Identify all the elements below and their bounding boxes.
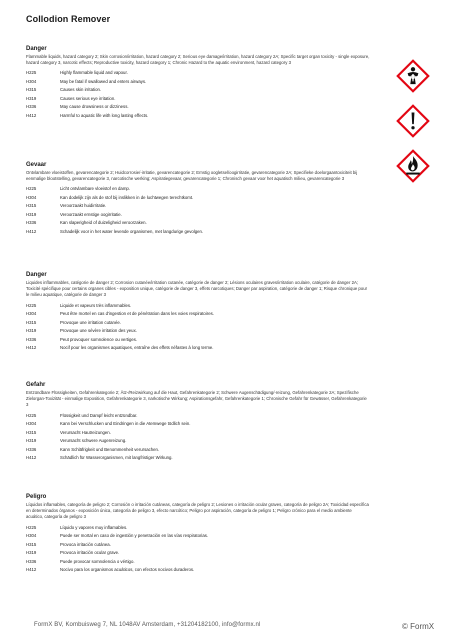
hazard-code: H319 <box>26 328 37 334</box>
hazard-code: H412 <box>26 345 37 351</box>
hazard-text: Verursacht schwere Augenreizung. <box>60 438 127 444</box>
hazard-text: Liquide et vapeurs très inflammables. <box>60 302 132 308</box>
hazard-text: Kan dodelijk zijn als de stof bij inslikken in de luchtwegen terechtkomt. <box>60 194 194 200</box>
hazard-code: H336 <box>26 336 37 342</box>
hazard-code: H412 <box>26 567 37 573</box>
hazard-text: Veroorzaakt huidirritatie. <box>60 203 107 209</box>
hazard-row <box>26 346 370 355</box>
hazard-text: Schadelijk voor in het water levende organismen, met langdurige gevolgen. <box>60 228 204 234</box>
hazard-code: H315 <box>26 541 37 547</box>
ghs-pictograms <box>395 58 435 193</box>
hazard-row <box>26 114 370 123</box>
hazard-code: H336 <box>26 104 37 110</box>
page-title: Collodion Remover <box>26 14 111 24</box>
hazard-section-de <box>26 382 370 465</box>
hazard-code: H412 <box>26 228 37 234</box>
hazard-code: H319 <box>26 550 37 556</box>
hazard-code: H315 <box>26 203 37 209</box>
hazard-text: Peut provoquer somnolence ou vertiges. <box>60 336 138 342</box>
hazard-text: May be fatal if swallowed and enters airways. <box>60 78 147 84</box>
hazard-section-en <box>26 46 370 122</box>
hazard-row <box>26 230 370 239</box>
hazard-row <box>26 456 370 465</box>
flame-icon <box>395 148 431 184</box>
hazard-text: Veroorzaakt ernstige oogirritatie. <box>60 211 122 217</box>
section-intro: Liquides inflammables, catégorie de danger 2; Corrosion cutanée/irritation cutanée, catégorie de danger 2; Lésions oculaires graves/irritation oculaire, catégorie de danger 2A; Toxicité spécifique pour certains organes cibles - exposition unique, catégorie de danger 3, effets narcotiques; Danger par aspiration, catégorie de danger 1; Risque chronique pour le milieu aquatique, catégorie de danger 3 <box>26 280 368 298</box>
hazard-code: H315 <box>26 429 37 435</box>
hazard-code: H336 <box>26 446 37 452</box>
hazard-text: Peut être mortel en cas d'ingestion et de pénétration dans les voies respiratoires. <box>60 311 214 317</box>
hazard-text: Kann bei Verschlucken und Eindringen in die Atemwege tödlich sein. <box>60 421 191 427</box>
hazard-text: Puede ser mortal en caso de ingestión y penetración en las vías respiratorias. <box>60 533 209 539</box>
hazard-code: H225 <box>26 302 37 308</box>
hazard-text: Kan slaperigheid of duizeligheid veroorzaken. <box>60 220 147 226</box>
hazard-code: H315 <box>26 319 37 325</box>
hazard-code: H304 <box>26 421 37 427</box>
hazard-code: H336 <box>26 558 37 564</box>
hazard-text: Provoque une irritation cutanée. <box>60 319 121 325</box>
hazard-text: Flüssigkeit und Dampf leicht entzündbar. <box>60 412 138 418</box>
hazard-text: Causes serious eye irritation. <box>60 95 116 101</box>
hazard-text: Provoca irritación cutánea. <box>60 541 111 547</box>
section-intro: Entzündbare Flüssigkeiten, Gefahrenkategorie 2; Ätz-/Reizwirkung auf die Haut, Gefahrenkategorie 2; Schwere Augenschädigung/-reizung, Gefahrenkategorie 2A; Spezifische Zielorgan-Toxizität - einmalige Exposition, Gefahrenkategorie 3, narkotische Wirkung; Aspirationsgefahr, Gefahrenkategorie 1; Chronische Gefahr für Gewässer, Gefahrenkategorie 3 <box>26 390 367 408</box>
hazard-text: Kann Schläfrigkeit und Benommenheit verursachen. <box>60 446 160 452</box>
hazard-code: H319 <box>26 95 37 101</box>
hazard-code: H412 <box>26 112 37 118</box>
section-intro: Flammable liquids, hazard category 2; Skin corrosion/irritation, hazard category 2; Serious eye damage/irritation, hazard category 2A; Specific target organ toxicity - single exposure, hazard category 3, narcotic effects; Reproductive toxicity, hazard category 1; Chronic Hazard to the aquatic environment, hazard category 3 <box>26 54 370 66</box>
hazard-code: H304 <box>26 311 37 317</box>
hazard-section-nl <box>26 162 370 238</box>
section-heading: Peligro <box>26 494 47 500</box>
hazard-text: Nocivo para los organismos acuáticos, con efectos nocivos duraderos. <box>60 567 195 573</box>
hazard-text: Verursacht Hautreizungen. <box>60 429 111 435</box>
hazard-section-fr <box>26 272 370 355</box>
hazard-code: H304 <box>26 78 37 84</box>
hazard-text: Highly flammable liquid and vapour. <box>60 70 128 76</box>
hazard-text: Harmful to aquatic life with long lasting effects. <box>60 112 149 118</box>
hazard-text: Schädlich für Wasserorganismen, mit langfristiger Wirkung. <box>60 455 173 461</box>
hazard-code: H412 <box>26 455 37 461</box>
hazard-text: Líquido y vapores muy inflamables. <box>60 524 128 530</box>
exclamation-mark-icon <box>395 103 431 139</box>
hazard-text: Puede provocar somnolencia o vértigo. <box>60 558 135 564</box>
hazard-text: Causes skin irritation. <box>60 87 102 93</box>
hazard-text: Nocif pour les organismes aquatiques, entraîne des effets néfastes à long terme. <box>60 345 214 351</box>
hazard-code: H225 <box>26 524 37 530</box>
section-heading: Danger <box>26 272 47 278</box>
hazard-code: H304 <box>26 533 37 539</box>
hazard-text: Licht ontvlambare vloeistof en damp. <box>60 186 130 192</box>
section-intro: Líquidos inflamables, categoría de peligro 2; Corrosión o irritación cutáneas, categoría de peligro 2; Lesiones o irritación ocular graves, categoría de peligro 2A; Toxicidad específica en determinados órganos - exposición única, categoría de peligro 3, efecto narcótico; Peligro por aspiración, categoría de peligro 1; Peligro crónico para el medio ambiente acuático, categoría de peligro 3 <box>26 502 369 520</box>
section-heading: Danger <box>26 46 47 52</box>
hazard-text: Provoca irritación ocular grave. <box>60 550 120 556</box>
hazard-code: H319 <box>26 438 37 444</box>
hazard-code: H315 <box>26 87 37 93</box>
hazard-text: Provoque une sévère irritation des yeux. <box>60 328 137 334</box>
hazard-code: H225 <box>26 186 37 192</box>
section-heading: Gefahr <box>26 382 46 388</box>
copyright-notice: © FormX <box>402 622 435 631</box>
hazard-code: H225 <box>26 70 37 76</box>
section-heading: Gevaar <box>26 162 47 168</box>
hazard-section-es <box>26 494 370 577</box>
hazard-code: H319 <box>26 211 37 217</box>
footer-contact: FormX BV, Kombuisweg 7, NL 1048AV Amsterdam, +31204182100, info@formx.nl <box>34 622 261 628</box>
hazard-code: H336 <box>26 220 37 226</box>
health-hazard-icon <box>395 58 431 94</box>
hazard-code: H225 <box>26 412 37 418</box>
hazard-row <box>26 568 370 577</box>
hazard-text: May cause drowsiness or dizziness. <box>60 104 129 110</box>
section-intro: Ontvlambare vloeistoffen, gevarencategorie 2; Huidcorrosie/-irritatie, gevarencategorie 2; Ernstig oogletsel/oogirritatie, gevarencategorie 2A; Specifieke doelorgaantoxiciteit bij eenmalige blootstelling, gevarencategorie 3, narcotische werking; Aspiratiegevaar, gevarencategorie 1; Chronisch gevaar voor het aquatisch milieu, gevarencategorie 3 <box>26 170 358 182</box>
hazard-code: H304 <box>26 194 37 200</box>
